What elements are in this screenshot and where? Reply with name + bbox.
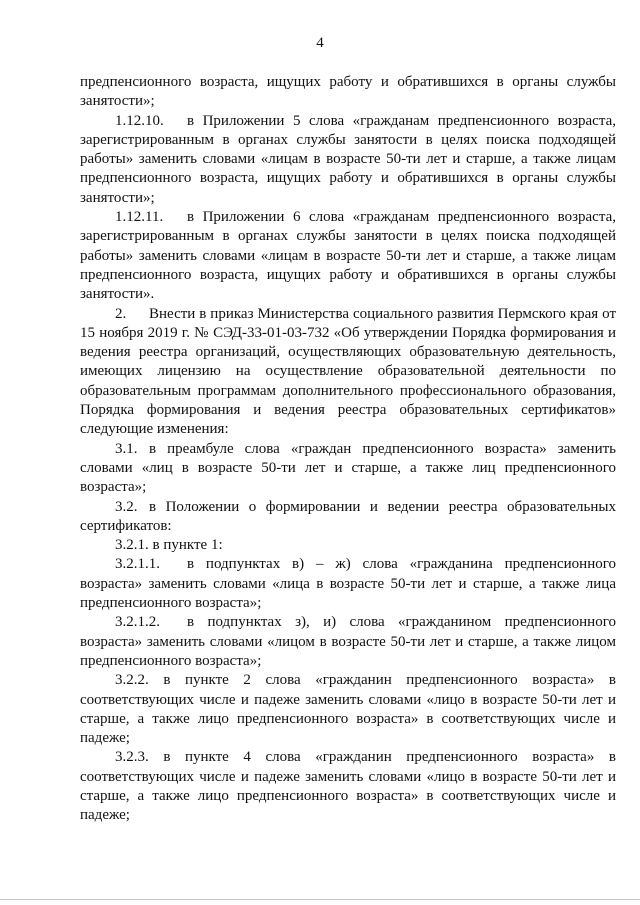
paragraph-3-2-1-2 (80, 613, 616, 671)
paragraph-number: 3.2. (115, 498, 138, 515)
paragraph-text: в Приложении 5 слова «гражданам предпенсионного возраста, зарегистрированным в органах службы занятости в целях поиска подходящей работы» заменить словами «лицам в возрасте 50-ти лет и старше, а также лицам предпенсионного возраста, ищущих работу и обратившихся в органы службы занятости»; (80, 112, 616, 206)
paragraph-3-2-1-1 (80, 555, 616, 613)
paragraph-number: 3.2.1.1. (115, 556, 160, 573)
paragraph-2 (80, 305, 616, 440)
paragraph-number: 1.12.10. (115, 112, 164, 129)
paragraph-number: 3.1. (115, 440, 138, 457)
paragraph-text: 3.2.3. в пункте 4 слова «гражданин предпенсионного возраста» в соответствующих числе и падеже заменить словами «лицо в возрасте 50-ти лет и старше, а также лицо предпенсионного возраста» в соответствующих числе и падеже; (80, 749, 616, 824)
paragraph-text: в Приложении 6 слова «гражданам предпенсионного возраста, зарегистрированным в органах службы занятости в целях поиска подходящей работы» заменить словами «лицам в возрасте 50-ти лет и старше, а также лицам предпенсионного возраста, ищущих работу и обратившихся в органы службы занятости». (80, 209, 616, 303)
paragraph-text: Внести в приказ Министерства социального развития Пермского края от 15 ноября 2019 г. № СЭД-33-01-03-732 «Об утверждении Порядка формирования и ведения реестра организаций, осуществляющих образовательную деятельность, имеющих лицензию на осуществление образовательной деятельности по образовательным программам дополнительного профессионального образования, Порядка формирования и ведения реестра образовательных сертификатов» следующие изменения: (80, 305, 616, 438)
scan-edge-line (0, 899, 640, 900)
paragraph-3-2 (80, 498, 616, 537)
paragraph-text: в преамбуле слова «граждан предпенсионного возраста» заменить словами «лиц в возрасте 50-ти лет и старше, а также лиц предпенсионного возраста»; (80, 440, 616, 496)
paragraph-number: 2. (115, 305, 127, 322)
paragraph-text: 3.2.1. в пункте 1: (115, 537, 223, 554)
paragraph-3-1 (80, 440, 616, 498)
paragraph-3-2-1 (80, 536, 616, 555)
paragraph-text: в подпунктах в) – ж) слова «гражданина предпенсионного возраста» заменить словами «лица в возрасте 50-ти лет и старше, а также лица предпенсионного возраста»; (80, 556, 616, 612)
page-number: 4 (316, 35, 324, 51)
paragraph-1-12-10 (80, 112, 616, 208)
paragraph-text: 3.2.2. в пункте 2 слова «гражданин предпенсионного возраста» в соответствующих числе и падеже заменить словами «лицо в возрасте 50-ти лет и старше, а также лицо предпенсионного возраста» в соответствующих числе и падеже; (80, 672, 616, 747)
paragraph-3-2-2 (80, 671, 616, 748)
document-body (80, 73, 616, 826)
paragraph-number: 1.12.11. (115, 209, 164, 226)
paragraph-1-12-11 (80, 208, 616, 304)
paragraph-text: предпенсионного возраста, ищущих работу и обратившихся в органы службы занятости»; (80, 74, 616, 110)
paragraph-text: в подпунктах з), и) слова «гражданином предпенсионного возраста» заменить словами «лицом в возрасте 50-ти лет и старше, а также лицом предпенсионного возраста»; (80, 614, 616, 669)
paragraph-continuation (80, 73, 616, 112)
paragraph-number: 3.2.1.2. (115, 614, 160, 631)
paragraph-text: в Положении о формировании и ведении реестра образовательных сертификатов: (80, 498, 616, 534)
paragraph-3-2-3 (80, 748, 616, 825)
